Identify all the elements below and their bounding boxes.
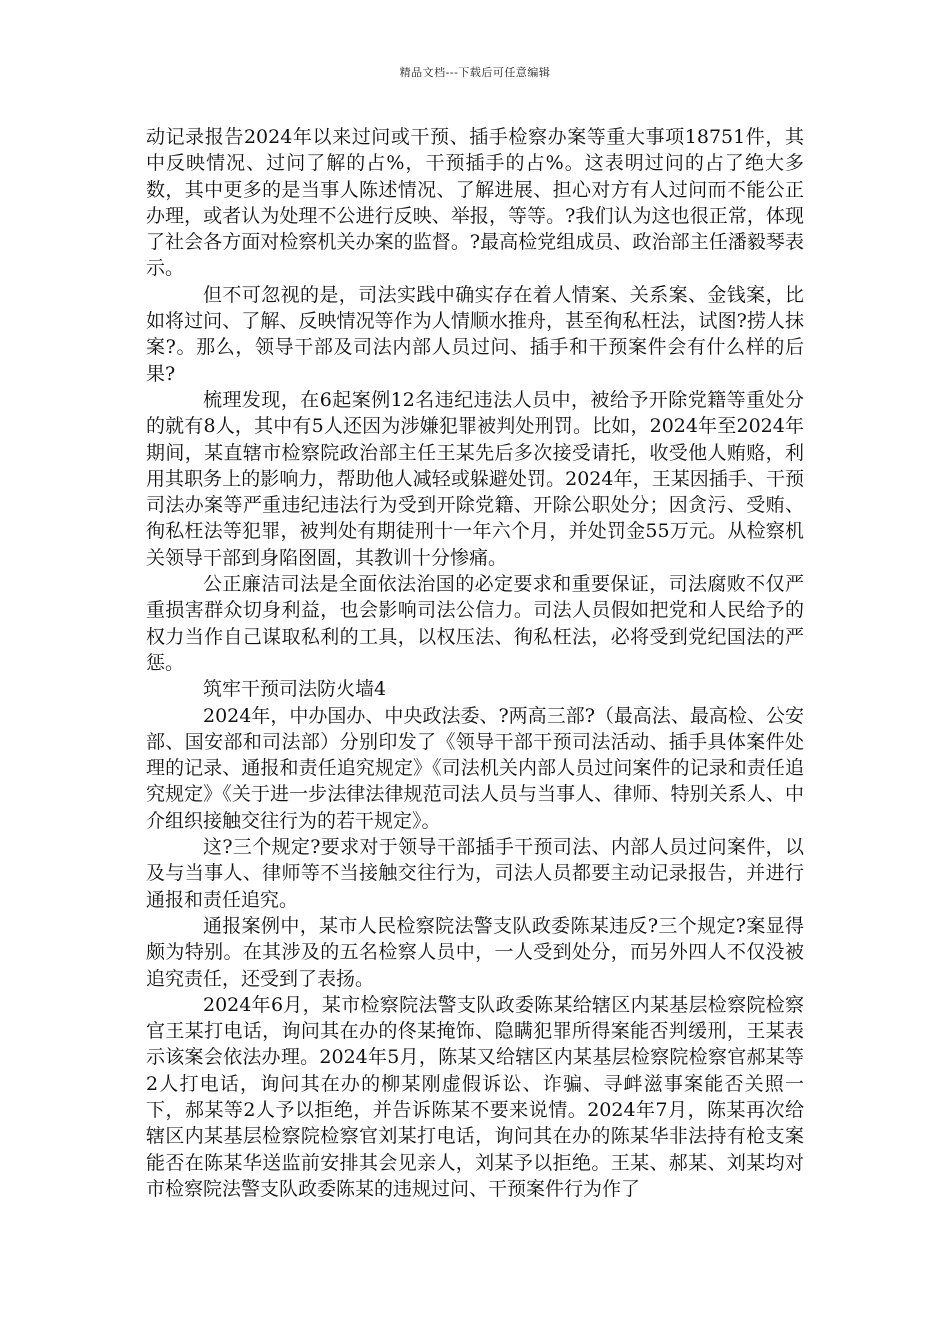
paragraph-8: 2024年6月，某市检察院法警支队政委陈某给辖区内某基层检察院检察官王某打电话，询问其在办的佟某掩饰、隐瞒犯罪所得案能否判缓刑，王某表示该案会依法办理。2024年5月，陈某又给辖区内某基层检察院检察官郝某等2人打电话，询问其在办的柳某刚虚假诉讼、诈骗、寻衅滋事案能否关照一下，郝某等2人予以拒绝，并告诉陈某不要来说情。2024年7月，陈某再次给辖区内某基层检察院检察官刘某打电话，询问其在办的陈某华非法持有枪支案能否在陈某华送监前安排其会见亲人，刘某予以拒绝。王某、郝某、刘某均对市检察院法警支队政委陈某的违规过问、干预案件行为作了	[146, 993, 804, 1200]
paragraph-2: 但不可忽视的是，司法实践中确实存在着人情案、关系案、金钱案，比如将过问、了解、反映情况等作为人情顺水推舟，甚至徇私枉法，试图?捞人抹案?。那么，领导干部及司法内部人员过问、插手和干预案件会有什么样的后果?	[146, 283, 804, 385]
paragraph-7: 通报案例中，某市人民检察院法警支队政委陈某违反?三个规定?案显得颇为特别。在其涉及的五名检察人员中，一人受到处分，而另外四人不仅没被追究责任，还受到了表扬。	[146, 914, 804, 990]
paragraph-3: 梳理发现，在6起案例12名违纪违法人员中，被给予开除党籍等重处分的就有8人，其中有5人还因为涉嫌犯罪被判处刑罚。比如，2024年至2024年期间，某直辖市检察院政治部主任王某先后多次接受请托，收受他人贿赂，利用其职务上的影响力，帮助他人减轻或躲避处罚。2024年，王某因插手、干预司法办案等严重违纪违法行为受到开除党籍、开除公职处分；因贪污、受贿、徇私枉法等犯罪，被判处有期徒刑十一年六个月，并处罚金55万元。从检察机关领导干部到身陷囹圄，其教训十分惨痛。	[146, 388, 804, 569]
paragraph-1: 动记录报告2024年以来过问或干预、插手检察办案等重大事项18751件，其中反映情况、过问了解的占%，干预插手的占%。这表明过问的占了绝大多数，其中更多的是当事人陈述情况、了解进展、担心对方有人过问而不能公正办理，或者认为处理不公进行反映、举报，等等。?我们认为这也很正常，体现了社会各方面对检察机关办案的监督。?最高检党组成员、政治部主任潘毅琴表示。	[146, 126, 804, 280]
paragraph-6: 这?三个规定?要求对于领导干部插手干预司法、内部人员过问案件，以及与当事人、律师等不当接触交往行为，司法人员都要主动记录报告，并进行通报和责任追究。	[146, 836, 804, 911]
document-body	[146, 124, 804, 1202]
paragraph-5: 2024年，中办国办、中央政法委、?两高三部?（最高法、最高检、公安部、国安部和司法部）分别印发了《领导干部干预司法活动、插手具体案件处理的记录、通报和责任追究规定》《司法机关内部人员过问案件的记录和责任追究规定》《关于进一步法律法律规范司法人员与当事人、律师、特别关系人、中介组织接触交往行为的若干规定》。	[146, 704, 804, 832]
paragraph-4: 公正廉洁司法是全面依法治国的必定要求和重要保证，司法腐败不仅严重损害群众切身利益，也会影响司法公信力。司法人员假如把党和人民给予的权力当作自己谋取私利的工具，以权压法、徇私枉法，必将受到党纪国法的严惩。	[146, 573, 804, 674]
page-header: 精品文档---下载后可任意编辑	[399, 66, 551, 79]
section-heading: 筑牢干预司法防火墙4	[203, 678, 387, 701]
